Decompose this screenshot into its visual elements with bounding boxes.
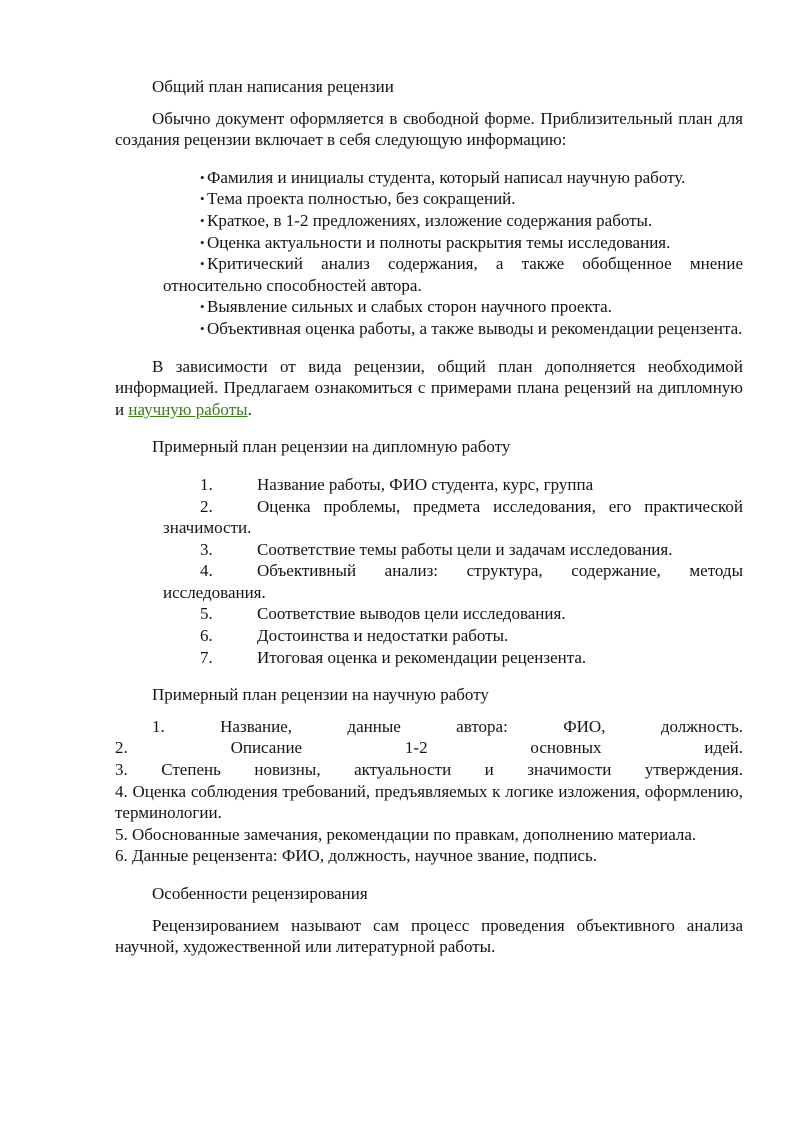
bullet-icon: • — [200, 299, 205, 315]
science-plan-list — [115, 716, 743, 867]
diploma-plan-list — [163, 474, 743, 668]
list-item: • Тема проекта полностью, без сокращений. — [200, 189, 516, 209]
list-item: • Объективная оценка работы, а также выводы и рекомендации рецензента. — [200, 318, 743, 338]
list-item: 4. Оценка соблюдения требований, предъявляемых к логике изложения, оформлению, терминологии. — [115, 781, 743, 823]
list-item: 4. Объективный анализ: структура, содержание, методы исследования. — [163, 561, 743, 602]
dependency-paragraph: В зависимости от вида рецензии, общий план дополняется необходимой информацией. Предлагаем ознакомиться с примерами плана рецензий на дипломную и научную работы. — [115, 356, 743, 419]
document-page — [115, 76, 743, 958]
list-item: 2. Описание 1-2 основных идей. — [115, 738, 743, 758]
list-item: 6. Достоинства и недостатки работы. — [200, 626, 509, 646]
list-item: 5. Обоснованные замечания, рекомендации по правкам, дополнению материала. — [115, 824, 697, 844]
intro-paragraph: Обычно документ оформляется в свободной форме. Приблизительный план для создания рецензии включает в себя следующую информацию: — [115, 108, 743, 150]
bullet-icon: • — [200, 320, 205, 336]
bullet-icon: • — [200, 212, 205, 228]
heading-features: Особенности рецензирования — [152, 884, 368, 903]
list-item: 2. Оценка проблемы, предмета исследования, его практической значимости. — [163, 496, 743, 538]
bullet-icon: • — [200, 256, 205, 272]
list-item: 7. Итоговая оценка и рекомендации рецензента. — [200, 647, 587, 667]
bullet-icon: • — [200, 169, 205, 185]
list-item: 1. Название, данные автора: ФИО, должность. — [152, 716, 743, 736]
list-item: 6. Данные рецензента: ФИО, должность, научное звание, подпись. — [115, 846, 597, 866]
features-paragraph: Рецензированием называют сам процесс проведения объективного анализа научной, художественной или литературной работы. — [115, 915, 743, 957]
bullet-list — [163, 167, 743, 340]
science-plan-link[interactable]: научную работы — [128, 399, 248, 419]
heading-diploma-plan: Примерный план рецензии на дипломную работу — [152, 437, 511, 457]
bullet-icon: • — [200, 191, 205, 207]
list-item: • Краткое, в 1-2 предложениях, изложение содержания работы. — [200, 210, 653, 230]
list-item: • Критический анализ содержания, а также обобщенное мнение относительно способностей автора. — [163, 254, 743, 295]
list-item: 1. Название работы, ФИО студента, курс, группа — [200, 474, 594, 494]
list-item: 3. Степень новизны, актуальности и значимости утверждения. — [115, 760, 743, 780]
list-item: • Выявление сильных и слабых сторон научного проекта. — [200, 297, 612, 317]
list-item: 3. Соответствие темы работы цели и задачам исследования. — [200, 539, 673, 559]
bullet-icon: • — [200, 234, 205, 250]
list-item: • Оценка актуальности и полноты раскрытия темы исследования. — [200, 232, 671, 252]
heading-general-plan: Общий план написания рецензии — [152, 77, 394, 96]
list-item: 5. Соответствие выводов цели исследования. — [200, 604, 566, 624]
list-item: • Фамилия и инициалы студента, который написал научную работу. — [200, 167, 686, 187]
heading-science-plan: Примерный план рецензии на научную работу — [152, 685, 489, 705]
